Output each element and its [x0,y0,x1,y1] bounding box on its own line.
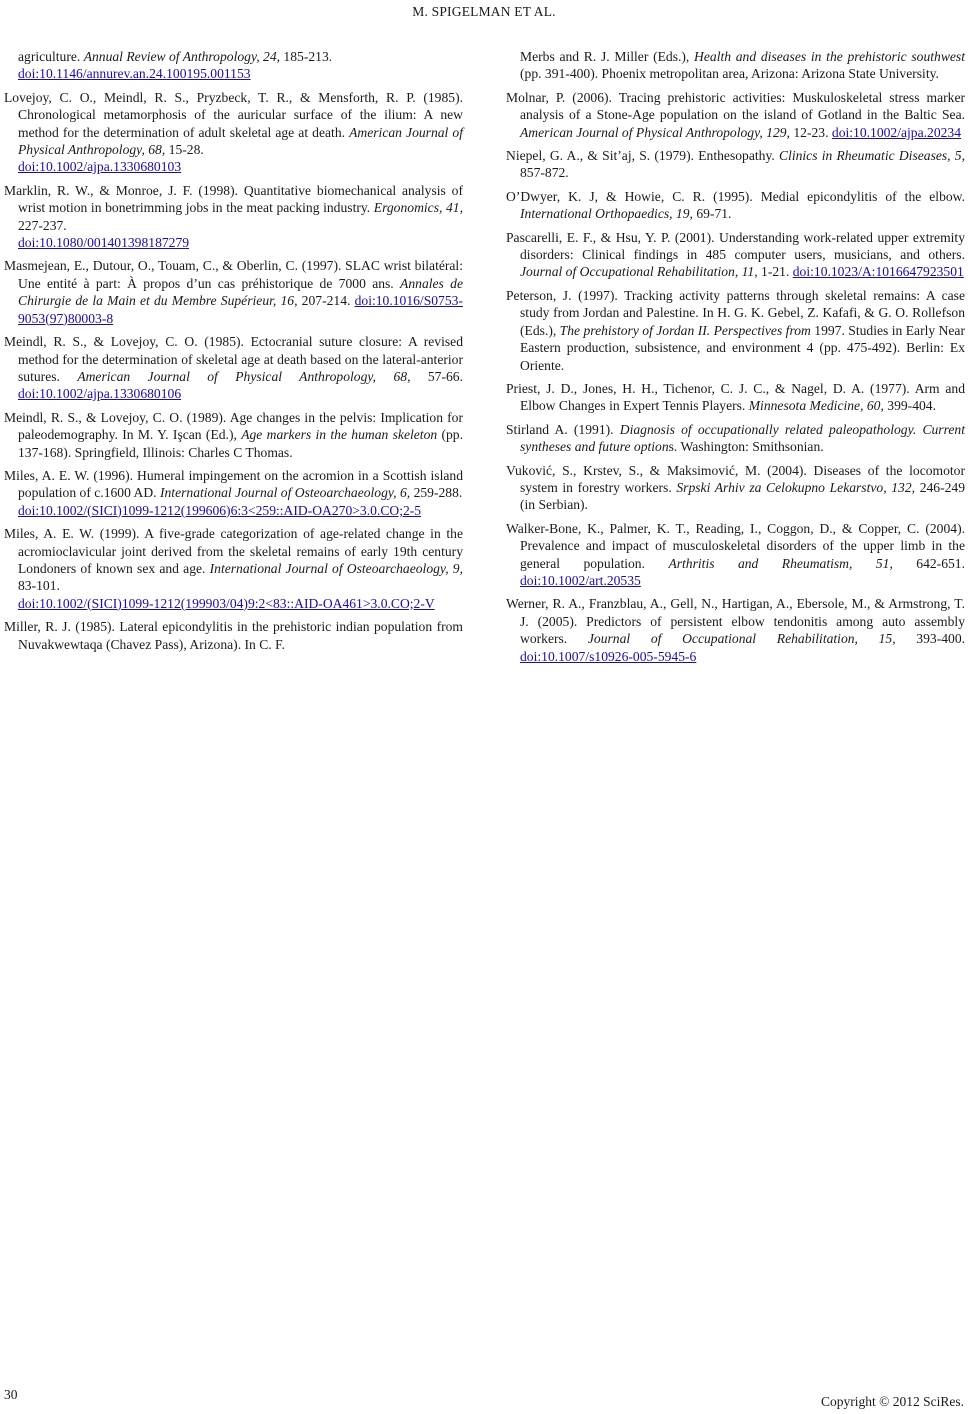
page-number: 30 [4,1387,18,1402]
doi-link[interactable]: doi:10.1002/(SICI)1099-1212(199606)6:3<259::AID-OA270>3.0.CO;2-5 [18,502,422,518]
doi-link[interactable]: doi:10.1023/A:1016647923501 [792,264,964,280]
reference-entry: Meindl, R. S., & Lovejoy, C. O. (1989). Age changes in the pelvis: Implication for paleodemography. In M. Y. Işcan (Ed.), Age markers in the human skeleton (pp. 137-168). Springfield, Illinois: Charles C Thomas. [4,409,464,460]
doi-link[interactable]: doi:10.1080/001401398187279 [18,235,190,251]
reference-entry: Miles, A. E. W. (1996). Humeral impingement on the acromion in a Scottish island population of c.1600 AD. International Journal of Osteoarchaeology, 6, 259-288. doi:10.1002/(SICI)1099-1212(199606)6:3<259::AID-OA270>3.0.CO;2-5 [4,467,463,518]
reference-entry: Marklin, R. W., & Monroe, J. F. (1998). Quantitative biomechanical analysis of wrist motion in bonetrimming jobs in the meat packing industry. Ergonomics, 41, 227-237. doi:10.1080/001401398187279 [4,182,463,251]
copyright-notice: Copyright © 2012 SciRes. [820,1394,964,1409]
doi-link[interactable]: doi:10.1002/(SICI)1099-1212(199903/04)9:2<83::AID-OA461>3.0.CO;2-V [18,595,435,611]
reference-entry: Merbs and R. J. Miller (Eds.), Health and diseases in the prehistoric southwest (pp. 391-400). Phoenix metropolitan area, Arizona: Arizona State University. [520,49,965,82]
reference-entry: Vuković, S., Krstev, S., & Maksimović, M. (2004). Diseases of the locomotor system in forestry workers. Srpski Arhiv za Celokupno Lekarstvo, 132, 246-249 (in Serbian). [506,462,965,513]
reference-column-left [4,48,463,659]
reference-entry: Miles, A. E. W. (1999). A five-grade categorization of age-related change in the acromioclavicular joint derived from the skeletal remains of early 19th century Londoners of known sex and age. International Journal of Osteoarchaeology, 9, 83-101. doi:10.1002/(SICI)1099-1212(199903/04)9:2<83::AID-OA461>3.0.CO;2-V [4,526,463,611]
reference-entry: Werner, R. A., Franzblau, A., Gell, N., Hartigan, A., Ebersole, M., & Armstrong, T. J. (2005). Predictors of persistent elbow tendonitis among auto assembly workers. Journal of Occupational Rehabilitation, 15, 393-400. doi:10.1007/s10926-005-5945-6 [506,596,966,664]
reference-entry: Lovejoy, C. O., Meindl, R. S., Pryzbeck, T. R., & Mensforth, R. P. (1985). Chronological metamorphosis of the auricular surface of the ilium: A new method for the determination of adult skeletal age at death. American Journal of Physical Anthropology, 68, 15-28. doi:10.1002/ajpa.1330680103 [4,89,463,175]
doi-link[interactable]: doi:10.1002/art.20535 [520,572,641,588]
reference-entry: O’Dwyer, K. J, & Howie, C. R. (1995). Medial epicondylitis of the elbow. International Orthopaedics, 19, 69-71. [506,188,965,222]
doi-link[interactable]: doi:10.1016/S0753-9053(97)80003-8 [18,293,463,326]
reference-entry: agriculture. Annual Review of Anthropology, 24, 185-213. doi:10.1146/annurev.an.24.100195.001153 [18,49,333,82]
reference-entry: Walker-Bone, K., Palmer, K. T., Reading, I., Coggon, D., & Copper, C. (2004). Prevalence and impact of musculoskeletal disorders of the upper limb in the general population. Arthritis and Rheumatism, 51, 642-651. doi:10.1002/art.20535 [506,520,965,588]
reference-entry: Miller, R. J. (1985). Lateral epicondylitis in the prehistoric indian population from Nuvakwewtaqa (Chavez Pass), Arizona). In C. F. [4,619,463,652]
reference-column-right [506,48,965,671]
doi-link[interactable]: doi:10.1002/ajpa.1330680106 [18,386,182,402]
doi-link[interactable]: doi:10.1002/ajpa.20234 [831,124,962,140]
running-head: M. SPIGELMAN ET AL. [412,4,556,19]
doi-link[interactable]: doi:10.1007/s10926-005-5945-6 [520,648,697,664]
doi-link[interactable]: doi:10.1146/annurev.an.24.100195.001153 [18,66,251,82]
reference-entry: Niepel, G. A., & Sit’aj, S. (1979). Enthesopathy. Clinics in Rheumatic Diseases, 5, 857-872. [506,148,965,181]
reference-entry: Peterson, J. (1997). Tracking activity patterns through skeletal remains: A case study from Jordan and Palestine. In H. G. K. Gebel, Z. Kafafi, & G. O. Rollefson (Eds.), The prehistory of Jordan II. Perspectives from 1997. Studies in Early Near Eastern production, subsistence, and environment 4 (pp. 475-492). Berlin: Ex Oriente. [506,287,965,373]
reference-entry: Stirland A. (1991). Diagnosis of occupationally related paleopathology. Current syntheses and future options. Washington: Smithsonian. [506,421,965,455]
reference-entry: Pascarelli, E. F., & Hsu, Y. P. (2001). Understanding work-related upper extremity disorders: Clinical findings in 485 computer users, musicians, and others. Journal of Occupational Rehabilitation, 11, 1-21. doi:10.1023/A:1016647923501 [506,229,965,280]
reference-entry: Masmejean, E., Dutour, O., Touam, C., & Oberlin, C. (1997). SLAC wrist bilatéral: Une entité à part: À propos d’un cas préhistorique de 7000 ans. Annales de Chirurgie de la Main et du Membre Supérieur, 16, 207-214. doi:10.1016/S0753-9053(97)80003-8 [4,258,463,326]
doi-link[interactable]: doi:10.1002/ajpa.1330680103 [18,159,182,175]
reference-entry: Meindl, R. S., & Lovejoy, C. O. (1985). Ectocranial suture closure: A revised method for the determination of skeletal age at death based on the lateral-anterior sutures. American Journal of Physical Anthropology, 68, 57-66. doi:10.1002/ajpa.1330680106 [4,334,463,402]
reference-entry: Priest, J. D., Jones, H. H., Tichenor, C. J. C., & Nagel, D. A. (1977). Arm and Elbow Changes in Expert Tennis Players. Minnesota Medicine, 60, 399-404. [506,380,965,414]
reference-entry: Molnar, P. (2006). Tracing prehistoric activities: Muskuloskeletal stress marker analysis of a Stone-Age population on the island of Gotland in the Baltic Sea. American Journal of Physical Anthropology, 129, 12-23. doi:10.1002/ajpa.20234 [506,89,965,140]
